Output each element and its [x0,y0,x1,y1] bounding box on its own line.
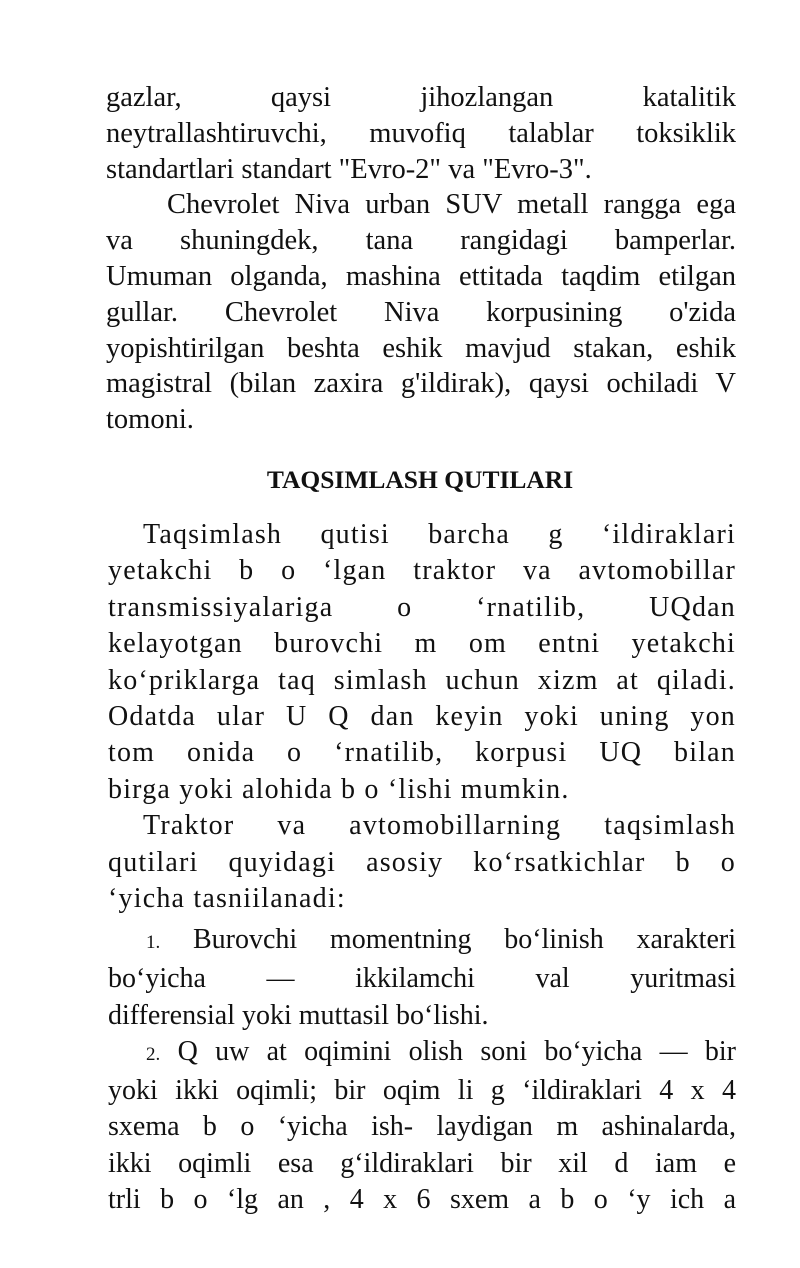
paragraph-chevrolet-niva [106,187,736,438]
text-line: differensial yoki muttasil bo‘lishi. [108,999,489,1031]
text-line: Traktor va avtomobillarning taqsimlash [143,810,736,842]
text-line: magistral (bilan zaxira g'ildirak), qaysi ochiladi V [106,368,736,400]
paragraph-emission-standards [106,80,736,187]
text-line: tom onida o ‘rnatilib, korpusi UQ bilan [108,737,736,769]
text-line: yetakchi b o ‘lgan traktor va avtomobillar [108,555,736,587]
numbered-list [108,922,736,1218]
list-number: 1. [146,932,161,953]
text-line: ikki oqimli esa g‘ildiraklari bir xil d iam e [108,1147,736,1179]
text-line [108,1034,736,1073]
list-item [108,922,736,1034]
text-line: Odatda ular U Q dan keyin yoki uning yon [108,701,736,733]
text-line: sxema b o ‘yicha ish- laydigan m ashinalarda, [108,1111,736,1143]
list-item-text: Burovchi momentning bo‘linish xarakteri [192,924,736,955]
text-line: ‘yicha tasniilanadi: [108,883,346,915]
text-line: gazlar, qaysi jihozlangan katalitik [106,82,736,113]
text-line: qutilari quyidagi asosiy ko‘rsatkichlar b o [108,846,736,878]
text-line: birga yoki alohida b o ‘lishi mumkin. [108,773,570,805]
text-line: kelayotgan burovchi m om entni yetakchi [108,628,736,660]
text-line: yoki ikki oqimli; bir oqim li g ‘ildiraklari 4 x 4 [108,1075,736,1107]
text-line [108,922,736,961]
paragraph-classification-intro [108,808,736,917]
list-item [108,1034,736,1218]
text-line: yopishtirilgan beshta eshik mavjud stakan, eshik [106,332,736,364]
text-line: bo‘yicha — ikkilamchi val yuritmasi [108,963,736,995]
list-item-text: Q uw at oqimini olish soni bo‘yicha — bir [177,1035,736,1067]
text-line: gullar. Chevrolet Niva korpusining o'zida [106,296,736,328]
text-line: trli b o ‘lg an , 4 x 6 sxem a b o ‘y ich a [108,1184,736,1216]
text-line: va shuningdek, tana rangidagi bamperlar. [106,225,736,257]
list-number: 2. [146,1043,161,1065]
text-block-transfer-case [108,517,736,917]
text-line: standartlari standart "Evro-2" va "Evro-3". [106,153,592,185]
text-line: neytrallashtiruvchi, muvofiq talablar toksiklik [106,117,736,149]
paragraph-transfer-case-definition [108,517,736,808]
text-line: tomoni. [106,404,194,436]
text-line: ko‘priklarga taq simlash uchun xizm at qiladi. [108,664,736,696]
text-line: Umuman olganda, mashina ettitada taqdim etilgan [106,260,736,292]
text-line: Chevrolet Niva urban SUV metall rangga ega [167,189,736,221]
text-line: Taqsimlash qutisi barcha g ‘ildiraklari [143,519,736,550]
text-line: transmissiyalariga o ‘rnatilib, UQdan [108,591,736,623]
text-block-top [106,80,736,438]
section-heading: TAQSIMLASH QUTILARI [266,465,574,494]
